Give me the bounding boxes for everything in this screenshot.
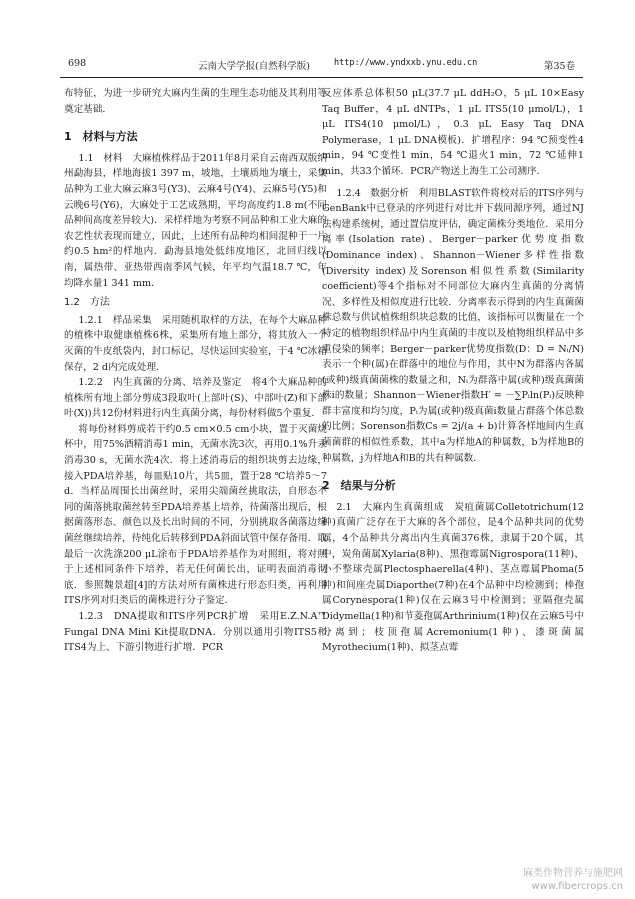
journal-title: 云南大学学报(自然科学版) (198, 61, 310, 72)
section-heading-materials: 1 材料与方法 (64, 130, 138, 144)
paragraph-sampling: 1.2.1 样品采集 采用随机取样的方法，在每个大麻品种的植株中取健康植株6株，采集所有地上部分，将其放入一个灭菌的牛皮纸袋内，封口标记，尽快运回实验室，于4 ℃冰箱保存，2 d内完成处理． (64, 314, 327, 373)
paragraph-isolation-procedure: 将每份材料剪成若干约0.5 cm×0.5 cm小块，置于灭菌烧杯中，用75%酒精消毒1 min，无菌水洗3次，再用0.1%升汞消毒30 s，无菌水洗4次．将上述消毒后的组织块剪去边缘，接入PDA培养基，每皿贴10片，共5皿，置于28 ℃培养5～7 d．当样品周围长出菌丝时，采用尖端菌丝挑取法，自形态不同的菌落挑取菌丝转至PDA培养基上培养，待菌落出现后，根据菌落形态、颜色以及长出时间的不同，分别挑取各菌落边缘菌丝继续培养，待纯化后转移到PDA斜面试管中保存备用．取最后一次洗涤200 μL涂布于PDA培养基作为对照组，将对照于上述相同条件下培养，若无任何菌长出，证明表面消毒彻底．参照魏景超[4]的方法对所有菌株进行形态归类，再利用ITS序列对归类后的菌株进行分子鉴定． (64, 423, 327, 607)
watermark-title: 麻类作物营养与施肥网 (523, 868, 623, 879)
paragraph-fungal-composition: 2.1 大麻内生真菌组成 炭疽菌属Colletotrichum(12种)真菌广泛存在于大麻的各个部位，是4个品种共同的优势属，4个品种共分离出内生真菌376株，隶属于20个属，其中，炭角菌属Xylaria(8种)、黑孢霉属Nigrospora(11种)、小不整球壳属Plectosphaerella(4种)、茎点霉属Phoma(5种)和间座壳属Diaporthe(7种)在4个品种中均检测到；棒孢属Corynespora(1种)仅在云麻3号中检测到；亚隔孢壳属Didymella(1种)和节菱孢属Arthrinium(1种)仅在云麻5号中分离到；枝顶孢属Acremonium(1种)、漆斑菌属Myrothecium(1种)、拟茎点霉 (322, 501, 584, 654)
paragraph-isolation: 1.2.2 内生真菌的分离、培养及鉴定 将4个大麻品种的植株所有地上部分剪成3段取叶(上部叶(S)、中部叶(Z)和下部叶(X))共12份材料进行内生真菌分离，每份材料做5个重复． (64, 377, 327, 420)
watermark-url: www.fibercrops.cn (531, 881, 623, 892)
page-number: 698 (68, 58, 87, 69)
subheading-methods: 1.2 方法 (64, 297, 110, 309)
watermark (523, 867, 623, 893)
journal-url[interactable]: http://www.yndxxb.ynu.edu.cn (334, 58, 478, 68)
paragraph-dna-extraction: 1.2.3 DNA提取和ITS序列PCR扩增 采用E.Z.N.A™ Fungal DNA Mini Kit提取DNA．分别以通用引物ITS5和ITS4为上、下游引物进行扩增．PCR (64, 611, 327, 654)
paragraph-pcr-system: 反应体系总体积50 μL(37.7 μL ddH₂O，5 μL 10×Easy Taq Buffer，4 μL dNTPs，1 μL ITS5(10 μmol/L)，1 μL ITS4(10 μmol/L)，0.3 μL Easy Taq DNA Polymerase，1 μL DNA模板)．扩增程序：94 ℃预变性4 min，94 ℃变性1 min，54 ℃退火1 min，72 ℃延伸1 min，共33个循环．PCR产物送上海生工公司测序． (322, 88, 584, 177)
left-column (64, 86, 327, 656)
section-heading-results: 2 结果与分析 (322, 479, 396, 493)
paragraph-data-analysis: 1.2.4 数据分析 利用BLAST软件将校对后的ITS序列与GenBank中已登录的序列进行对比并下载同源序列，通过NJ法构建系统树，通过置信度评估，确定菌株分类地位．采用分离率(Isolation rate)、Berger－parker优势度指数(Dominance index)、Shannon－Wiener多样性指数(Diversity index)及Sorenson相似性系数(Similarity coefficient)等4个指标对不同部位大麻内生真菌的分离情况、多样性及相似度进行比较．分离率表示得到的内生真菌菌株总数与供试植株组织块总数的比值，该指标可以衡量在一个特定的植物组织样品中内生真菌的丰度以及植物组织样品中多重侵染的频率；Berger－parker优势度指数(D：D = Nᵢ/N)表示一个种(属)在群落中的地位与作用，其中N为群落内各属(或种)级真菌菌株的数量之和，Nᵢ为群落中属(或种)级真菌菌株i的数量；Shannon－Wiener指数H′ = －∑Pᵢln(Pᵢ)反映种群丰富度和均匀度，Pᵢ为属(或种)级真菌i数量占群落个体总数的比例；Sorenson指数Cs = 2j/(a + b)计算各样地间内生真菌菌群的相似性系数，其中a为样地A的种属数，b为样地B的种属数，j为样地A和B的共有种属数． (322, 187, 584, 464)
right-column (322, 86, 584, 656)
volume-label: 第35卷 (544, 61, 576, 72)
intro-paragraph: 布特征，为进一步研究大麻内生菌的生理生态功能及其利用等奠定基础． (64, 88, 327, 115)
header-rule (60, 77, 583, 78)
paragraph-materials: 1.1 材料 大麻植株样品于2011年8月采自云南西双版纳州勐海县，样地海拔1 397 m，坡地，土壤质地为壤土，采集品种为工业大麻云麻3号(Y3)、云麻4号(Y4)、云麻5号(Y5)和云晚6号(Y6)，大麻处于工艺成熟期，平均高度约1.8 m(不同品种间高度差异较大)．采样样地为考察不同品种和工业大麻的农艺性状表现而建立，因此，上述所有品种均相间混种于一片约0.5 hm²的样地内．勐海县地处低纬度地区，北回归线以南，属热带、亚热带西南季风气候，年平均气温18.7 ℃，年均降水量1 341 mm． (64, 152, 327, 289)
